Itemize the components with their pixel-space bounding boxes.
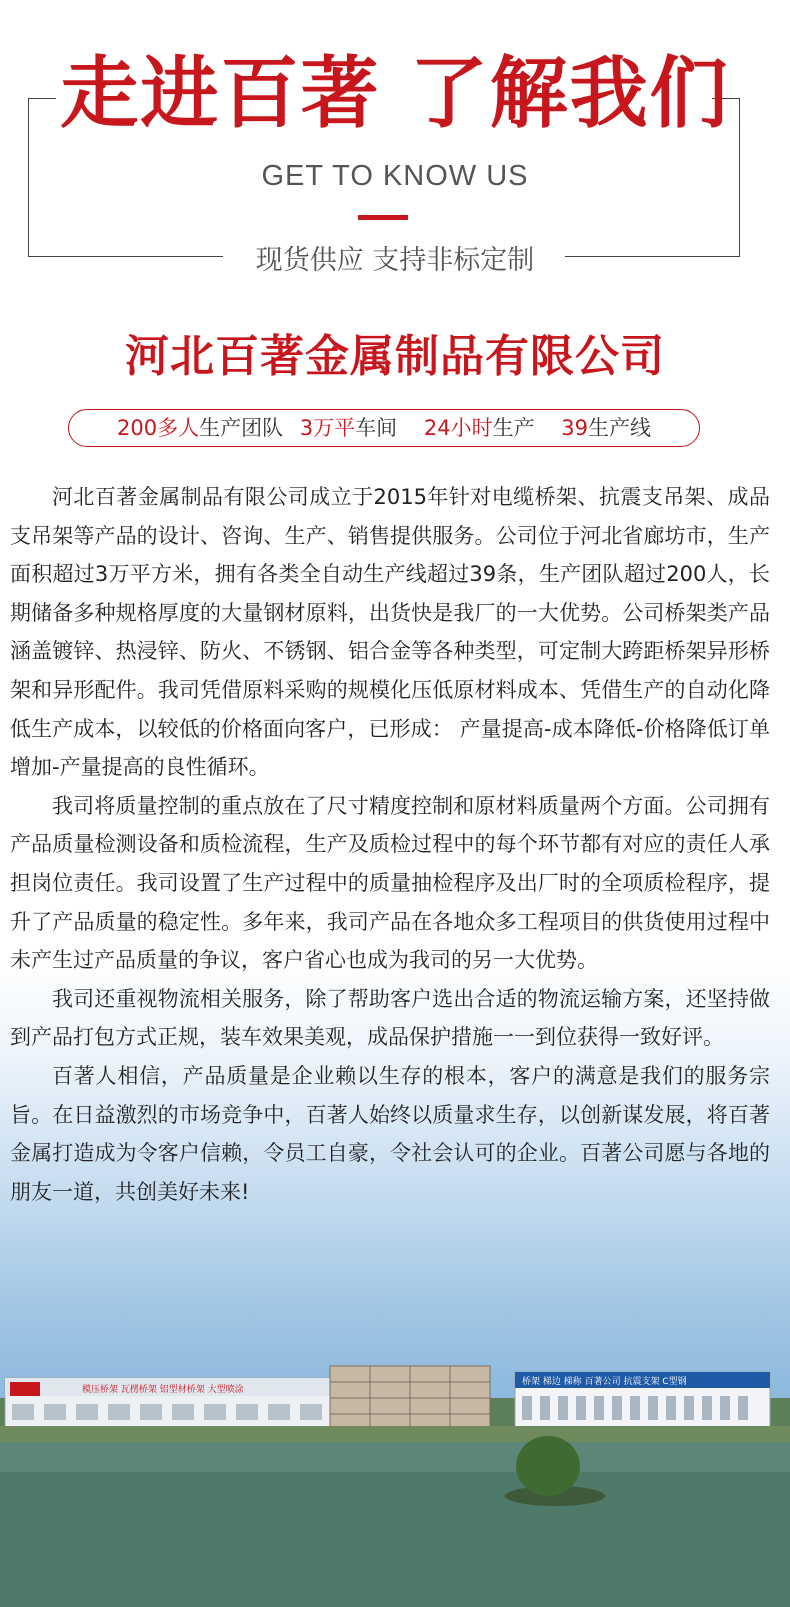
philosophy-paragraph: 百著人相信，产品质量是企业赖以生存的根本，客户的满意是我们的服务宗旨。在日益激烈的市场竞争中，百著人始终以质量求生存，以创新谋发展，将百著金属打造成为令客户信赖，令员工自豪，令社会认可的企业。百著公司愿与各地的朋友一道，共创美好未来! — [10, 1063, 770, 1204]
title-divider — [358, 215, 408, 220]
water-reflection — [0, 1442, 790, 1472]
stats-bar — [68, 409, 700, 447]
stat-label: 生产 — [492, 416, 535, 440]
stat-value: 24小时 — [423, 416, 493, 440]
factory-sign-left: 模压桥架 瓦楞桥架 铝型材桥架 大型喷涂 — [82, 1385, 244, 1395]
stat-workshop — [300, 416, 397, 440]
stat-label: 生产团队 — [199, 416, 284, 440]
stat-lines — [561, 416, 651, 440]
stat-team — [117, 416, 283, 440]
company-intro — [10, 478, 770, 1211]
stat-label: 车间 — [355, 416, 398, 440]
stat-value: 200多人 — [117, 416, 200, 440]
stat-hours — [424, 416, 535, 440]
page-title: 走进百著 了解我们 — [60, 49, 730, 139]
quality-paragraph: 我司将质量控制的重点放在了尺寸精度控制和原材料质量两个方面。公司拥有产品质量检测设备和质检流程，生产及质检过程中的每个环节都有对应的责任人承担岗位责任。我司设置了生产过程中的质量抽检程序及出厂时的全项质检程序，提升了产品质量的稳定性。多年来，我司产品在各地众多工程项目的供货使用过程中未产生过产品质量的争议，客户省心也成为我司的另一大优势。 — [10, 793, 770, 973]
logistics-paragraph: 我司还重视物流相关服务，除了帮助客户选出合适的物流运输方案，还坚持做到产品打包方式正规，装车效果美观，成品保护措施一一到位获得一致好评。 — [10, 986, 770, 1050]
stat-label: 生产线 — [588, 416, 651, 440]
shoreline — [0, 1426, 790, 1442]
company-logo — [10, 1382, 40, 1396]
slogan: 现货供应 支持非标定制 — [255, 245, 535, 276]
factory-photo — [0, 1338, 790, 1607]
page-subtitle-en: GET TO KNOW US — [261, 160, 529, 192]
company-name: 河北百著金属制品有限公司 — [125, 331, 665, 382]
island-tree — [516, 1436, 580, 1496]
factory-sign-right: 桥架 梯边 梯称 百著公司 抗震支架 C型钢 — [522, 1377, 687, 1387]
intro-paragraph: 河北百著金属制品有限公司成立于2015年针对电缆桥架、抗震支吊架、成品支吊架等产品的设计、咨询、生产、销售提供服务。公司位于河北省廊坊市，生产面积超过3万平方米，拥有各类全自动生产线超过39条，生产团队超过200人，长期储备多种规格厚度的大量钢材原料，出货快是我厂的一大优势。公司桥架类产品涵盖镀锌、热浸锌、防火、不锈钢、铝合金等各种类型，可定制大跨距桥架异形桥架和异形配件。我司凭借原料采购的规模化压低原材料成本、凭借生产的自动化降低生产成本，以较低的价格面向客户，已形成： 产量提高-成本降低-价格降低订单增加-产量提高的良性循环。 — [10, 485, 770, 780]
stat-value: 39 — [561, 416, 588, 440]
stat-value: 3万平 — [299, 416, 356, 440]
